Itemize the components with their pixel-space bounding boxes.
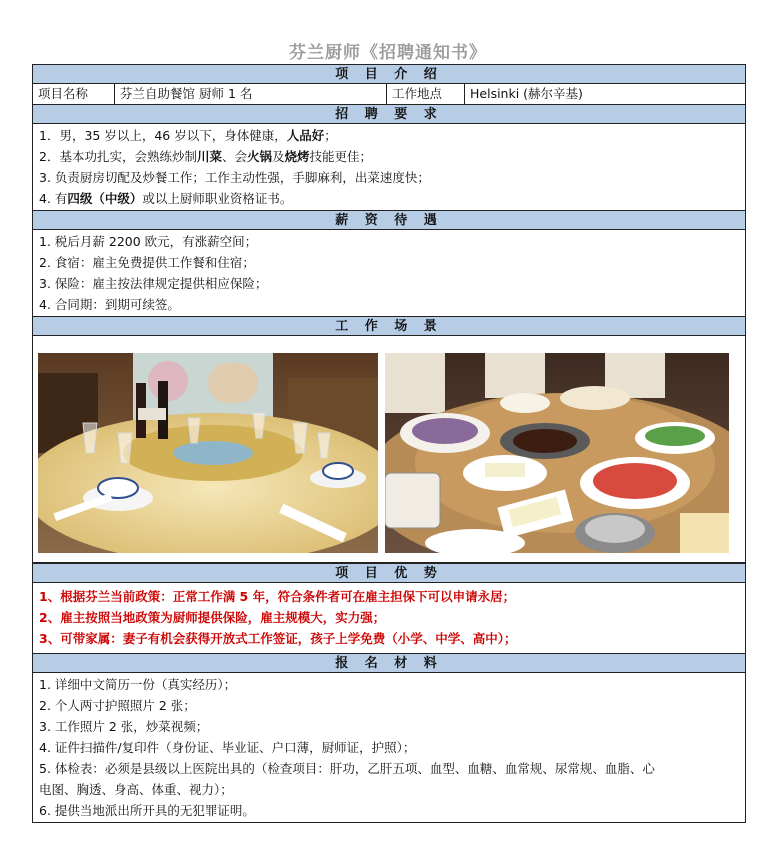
requirement-item: 2．基本功扎实，会熟练炒制川菜、会火锅及烧烤技能更佳；: [39, 149, 373, 164]
requirements-list: [33, 124, 745, 210]
material-item: 2. 个人两寸护照照片 2 张；: [39, 698, 196, 713]
requirement-item: 3. 负责厨房切配及炒餐工作；工作主动性强，手脚麻利，出菜速度快；: [39, 170, 430, 185]
material-item: 4. 证件扫描件/复印件（身份证、毕业证、户口薄，厨师证，护照）；: [39, 740, 416, 755]
location-value: Helsinki (赫尔辛基): [470, 86, 583, 101]
salary-item: 3. 保险：雇主按法律规定提供相应保险；: [39, 276, 268, 291]
section-header-requirements: 招 聘 要 求: [33, 104, 745, 124]
restaurant-table-photo: [38, 353, 378, 553]
section-header-scene: 工 作 场 景: [33, 316, 745, 336]
section-header-advantages: 项 目 优 势: [33, 563, 745, 583]
material-item: 5. 体检表：必须是县级以上医院出具的（检查项目：肝功，乙肝五项、血型、血糖、血常规、尿常规、血脂、心: [39, 761, 655, 776]
salary-item: 4. 合同期：到期可续签。: [39, 297, 180, 312]
hotpot-buffet-photo: [385, 353, 729, 553]
material-item: 1. 详细中文简历一份（真实经历）；: [39, 677, 237, 692]
advantage-item: 1、根据芬兰当前政策：正常工作满 5 年，符合条件者可在雇主担保下可以申请永居；: [39, 589, 516, 604]
advantages-list: [33, 583, 745, 653]
materials-list: [33, 673, 745, 823]
scene-photos: [33, 336, 745, 563]
page-title: 芬兰厨师《招聘通知书》: [289, 43, 487, 63]
project-info-row: [33, 84, 745, 104]
salary-list: [33, 230, 745, 316]
section-header-salary: 薪 资 待 遇: [33, 210, 745, 230]
requirement-item: 1．男，35 岁以上，46 岁以下，身体健康，人品好；: [39, 128, 337, 143]
recruitment-sheet: [32, 64, 746, 823]
section-header-materials: 报 名 材 料: [33, 653, 745, 673]
section-header-project: 项 目 介 绍: [33, 64, 745, 84]
material-item: 6. 提供当地派出所开具的无犯罪证明。: [39, 803, 255, 818]
project-name-label: 项目名称: [33, 84, 115, 104]
salary-item: 1. 税后月薪 2200 欧元，有涨薪空间；: [39, 234, 258, 249]
advantage-item: 2、雇主按照当地政策为厨师提供保险，雇主规模大，实力强；: [39, 610, 386, 625]
material-item-continued: 电图、胸透、身高、体重、视力）；: [39, 782, 233, 797]
salary-item: 2. 食宿：雇主免费提供工作餐和住宿；: [39, 255, 255, 270]
material-item: 3. 工作照片 2 张，炒菜视频；: [39, 719, 209, 734]
project-name-value: 芬兰自助餐馆 厨师 1 名: [115, 84, 387, 104]
location-label: 工作地点: [387, 84, 465, 104]
requirement-item: 4. 有四级（中级）或以上厨师职业资格证书。: [39, 191, 293, 206]
advantage-item: 3、可带家属：妻子有机会获得开放式工作签证，孩子上学免费（小学、中学、高中）；: [39, 631, 517, 646]
